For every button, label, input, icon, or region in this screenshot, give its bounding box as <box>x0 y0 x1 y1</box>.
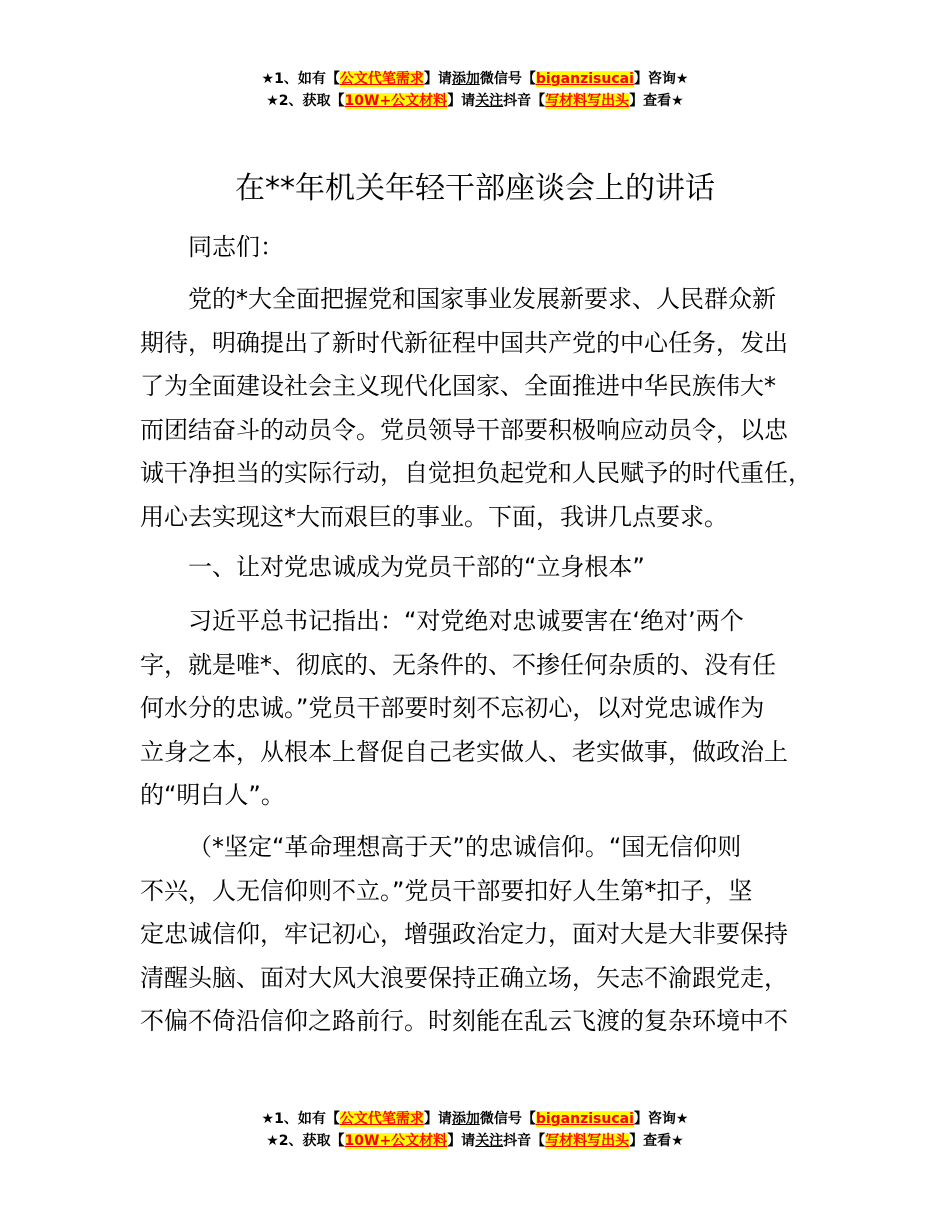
banner-text: ★1、如有【 <box>261 1111 340 1127</box>
banner-text: 】咨询★ <box>633 71 689 87</box>
section-heading-1 <box>140 546 830 590</box>
banner-underlined: 关注 <box>475 1133 504 1149</box>
text-line: 了为全面建设社会主义现代化国家、全面推进中华民族伟大* <box>140 372 776 400</box>
banner-text: 】查看★ <box>629 1133 684 1149</box>
banner-underlined: 添加 <box>451 71 480 87</box>
banner-text: 】咨询★ <box>633 1111 689 1127</box>
banner-text: 微信号【 <box>479 71 536 87</box>
salutation-text: 同志们： <box>188 233 284 261</box>
banner-text: ★2、获取【 <box>266 93 345 109</box>
text-line: 定忠诚信仰，牢记初心，增强政治定力，面对大是大非要保持 <box>140 920 788 948</box>
text-line: 习近平总书记指出：“对党绝对忠诚要害在‘绝对’两个 <box>188 607 744 635</box>
text-line: 字，就是唯*、彻底的、无条件的、不掺任何杂质的、没有任 <box>140 650 776 679</box>
document-title: 在**年机关年轻干部座谈会上的讲话 <box>235 171 715 206</box>
banner-highlight: biganzisucai <box>535 71 634 87</box>
heading-text: 一、让对党忠诚成为党员干部的“立身根本” <box>188 553 645 581</box>
banner-highlight: biganzisucai <box>535 1111 634 1127</box>
salutation <box>140 226 830 270</box>
text-line: 用心去实现这*大而艰巨的事业。下面，我讲几点要求。 <box>140 502 728 531</box>
text-line: 党的*大全面把握党和国家事业发展新要求、人民群众新 <box>188 285 776 313</box>
banner-highlight: 公文代笔需求 <box>339 1111 424 1127</box>
banner-text: 】查看★ <box>629 93 684 109</box>
banner-text: ★1、如有【 <box>261 71 340 87</box>
banner-line-2 <box>0 1130 950 1152</box>
banner-underlined: 添加 <box>451 1111 480 1127</box>
banner-line-1 <box>0 1108 950 1130</box>
text-line: （*坚定“革命理想高于天”的忠诚信仰。“国无信仰则 <box>188 833 742 861</box>
header-banner <box>0 68 950 112</box>
text-line: 何水分的忠诚。”党员干部要时刻不忘初心，以对党忠诚作为 <box>140 694 765 722</box>
banner-text: 】请 <box>423 71 452 87</box>
text-line: 的“明白人”。 <box>140 781 285 809</box>
banner-line-1 <box>0 68 950 90</box>
banner-text: 】请 <box>447 93 476 109</box>
banner-underlined: 关注 <box>475 93 504 109</box>
banner-text: 微信号【 <box>479 1111 536 1127</box>
banner-highlight: 写材料写出头 <box>545 93 630 109</box>
footer-banner <box>0 1108 950 1152</box>
banner-text: ★2、获取【 <box>266 1133 345 1149</box>
text-line: 诚干净担当的实际行动，自觉担负起党和人民赋予的时代重任， <box>140 459 812 487</box>
text-line: 而团结奋斗的动员令。党员领导干部要积极响应动员令，以忠 <box>140 415 788 444</box>
banner-highlight: 10W+公文材料 <box>344 93 448 109</box>
text-line: 清醒头脑、面对大风大浪要保持正确立场，矢志不渝跟党走， <box>140 963 788 992</box>
banner-highlight: 10W+公文材料 <box>344 1133 448 1149</box>
paragraph-1 <box>140 278 830 539</box>
banner-text: 抖音【 <box>503 93 546 109</box>
text-line: 不偏不倚沿信仰之路前行。时刻能在乱云飞渡的复杂环境中不 <box>140 1007 788 1035</box>
paragraph-3 <box>140 826 830 1044</box>
banner-highlight: 公文代笔需求 <box>339 71 424 87</box>
banner-text: 抖音【 <box>503 1133 546 1149</box>
banner-highlight: 写材料写出头 <box>545 1133 630 1149</box>
banner-text: 】请 <box>423 1111 452 1127</box>
paragraph-2 <box>140 600 830 818</box>
text-line: 期待，明确提出了新时代新征程中国共产党的中心任务，发出 <box>140 328 788 357</box>
banner-line-2 <box>0 90 950 112</box>
text-line: 立身之本，从根本上督促自己老实做人、老实做事，做政治上 <box>140 737 788 766</box>
text-line: 不兴，人无信仰则不立。”党员干部要扣好人生第*扣子，坚 <box>140 876 753 905</box>
banner-text: 】请 <box>447 1133 476 1149</box>
